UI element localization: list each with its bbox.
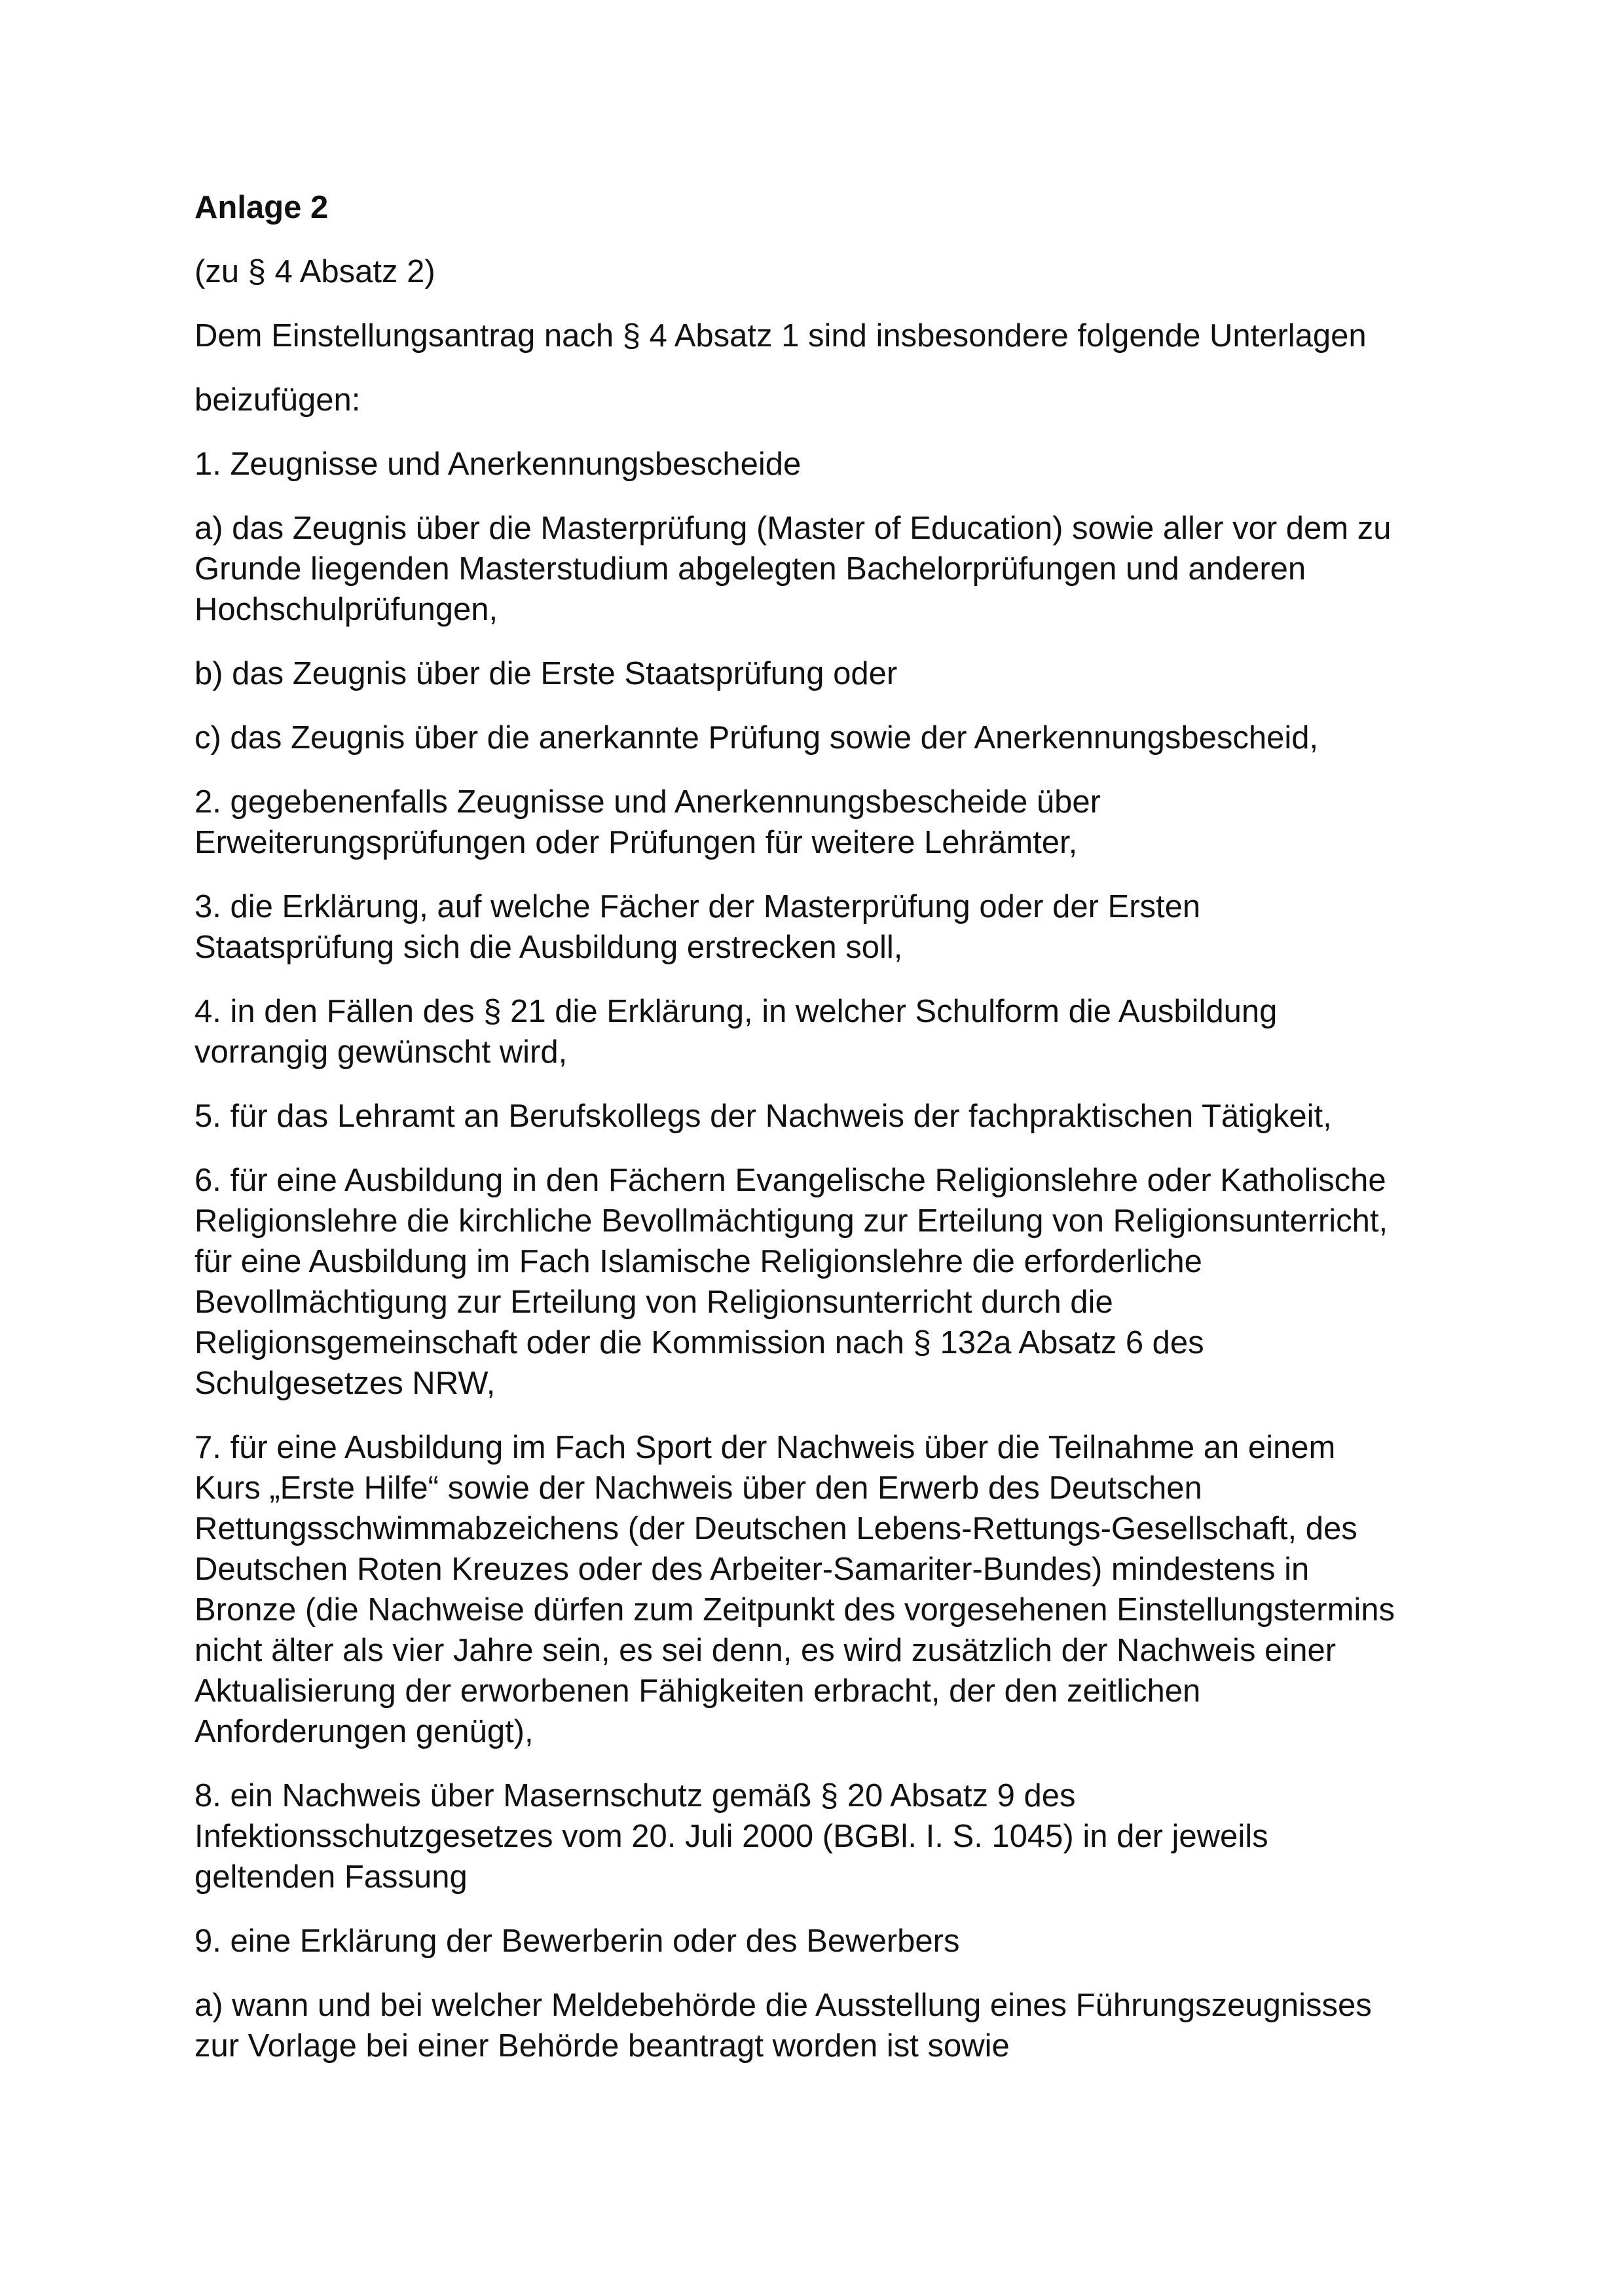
requirements-list <box>194 444 1439 2066</box>
list-item-line: c) das Zeugnis über die anerkannte Prüfung sowie der Anerkennungsbescheid, <box>194 720 1319 756</box>
list-item-line: Deutschen Roten Kreuzes oder des Arbeiter-Samariter-Bundes) mindestens in <box>194 1552 1310 1587</box>
list-item-line: 1. Zeugnisse und Anerkennungsbescheide <box>194 446 802 482</box>
list-item-item-3 <box>194 886 1439 968</box>
intro-line-1: Dem Einstellungsantrag nach § 4 Absatz 1 sind insbesondere folgende Unterlagen <box>194 318 1367 354</box>
list-item-line: Kurs „Erste Hilfe“ sowie der Nachweis über den Erwerb des Deutschen <box>194 1470 1202 1506</box>
list-item-item-4 <box>194 991 1439 1072</box>
document-title: Anlage 2 <box>194 190 329 225</box>
list-item-line: für eine Ausbildung im Fach Islamische Religionslehre die erforderliche <box>194 1244 1202 1279</box>
list-item-line: 5. für das Lehramt an Berufskollegs der Nachweis der fachpraktischen Tätigkeit, <box>194 1099 1332 1134</box>
list-item-line: 7. für eine Ausbildung im Fach Sport der Nachweis über die Teilnahme an einem <box>194 1430 1336 1465</box>
list-item-line: 2. gegebenenfalls Zeugnisse und Anerkennungsbescheide über <box>194 784 1101 820</box>
list-item-line: 9. eine Erklärung der Bewerberin oder des Bewerbers <box>194 1923 960 1959</box>
list-item-item-1c <box>194 718 1439 758</box>
list-item-line: Anforderungen genügt), <box>194 1714 534 1749</box>
list-item-line: Religionsgemeinschaft oder die Kommission nach § 132a Absatz 6 des <box>194 1325 1204 1360</box>
list-item-line: vorrangig gewünscht wird, <box>194 1034 568 1070</box>
document-reference: (zu § 4 Absatz 2) <box>194 254 435 289</box>
list-item-line: nicht älter als vier Jahre sein, es sei denn, es wird zusätzlich der Nachweis einer <box>194 1633 1337 1668</box>
list-item-item-7 <box>194 1427 1439 1752</box>
list-item-item-9a <box>194 1985 1439 2066</box>
list-item-line: Staatsprüfung sich die Ausbildung erstrecken soll, <box>194 930 903 965</box>
list-item-line: Infektionsschutzgesetzes vom 20. Juli 2000 (BGBl. I. S. 1045) in der jeweils <box>194 1819 1268 1854</box>
list-item-line: zur Vorlage bei einer Behörde beantragt worden ist sowie <box>194 2028 1010 2064</box>
list-item-line: Rettungsschwimmabzeichens (der Deutschen Lebens-Rettungs-Gesellschaft, des <box>194 1511 1357 1546</box>
list-item-line: Grunde liegenden Masterstudium abgelegten Bachelorprüfungen und anderen <box>194 551 1306 587</box>
list-item-line: a) das Zeugnis über die Masterprüfung (Master of Education) sowie aller vor dem zu <box>194 511 1392 546</box>
list-item-item-9 <box>194 1921 1439 1961</box>
list-item-line: geltenden Fassung <box>194 1859 468 1895</box>
list-item-line: 8. ein Nachweis über Masernschutz gemäß § 20 Absatz 9 des <box>194 1778 1076 1813</box>
list-item-item-1 <box>194 444 1439 484</box>
list-item-line: 4. in den Fällen des § 21 die Erklärung, in welcher Schulform die Ausbildung <box>194 994 1278 1029</box>
document-body <box>194 187 1439 2090</box>
list-item-line: 6. für eine Ausbildung in den Fächern Evangelische Religionslehre oder Katholische <box>194 1163 1386 1198</box>
list-item-line: Erweiterungsprüfungen oder Prüfungen für weitere Lehrämter, <box>194 825 1078 860</box>
list-item-item-1a <box>194 508 1439 630</box>
list-item-line: Bevollmächtigung zur Erteilung von Religionsunterricht durch die <box>194 1285 1113 1320</box>
list-item-line: a) wann und bei welcher Meldebehörde die Ausstellung eines Führungszeugnisses <box>194 1988 1372 2023</box>
list-item-line: b) das Zeugnis über die Erste Staatsprüfung oder <box>194 656 898 691</box>
list-item-item-6 <box>194 1160 1439 1404</box>
list-item-line: Bronze (die Nachweise dürfen zum Zeitpunkt des vorgesehenen Einstellungstermins <box>194 1592 1395 1628</box>
list-item-line: Schulgesetzes NRW, <box>194 1366 496 1401</box>
list-item-item-5 <box>194 1096 1439 1137</box>
list-item-item-2 <box>194 782 1439 863</box>
list-item-line: Religionslehre die kirchliche Bevollmächtigung zur Erteilung von Religionsunterricht, <box>194 1203 1388 1239</box>
intro-line-2: beizufügen: <box>194 382 361 418</box>
list-item-line: 3. die Erklärung, auf welche Fächer der Masterprüfung oder der Ersten <box>194 889 1201 924</box>
list-item-line: Hochschulprüfungen, <box>194 592 498 627</box>
list-item-item-1b <box>194 653 1439 694</box>
list-item-item-8 <box>194 1776 1439 1897</box>
list-item-line: Aktualisierung der erworbenen Fähigkeiten erbracht, der den zeitlichen <box>194 1673 1201 1709</box>
